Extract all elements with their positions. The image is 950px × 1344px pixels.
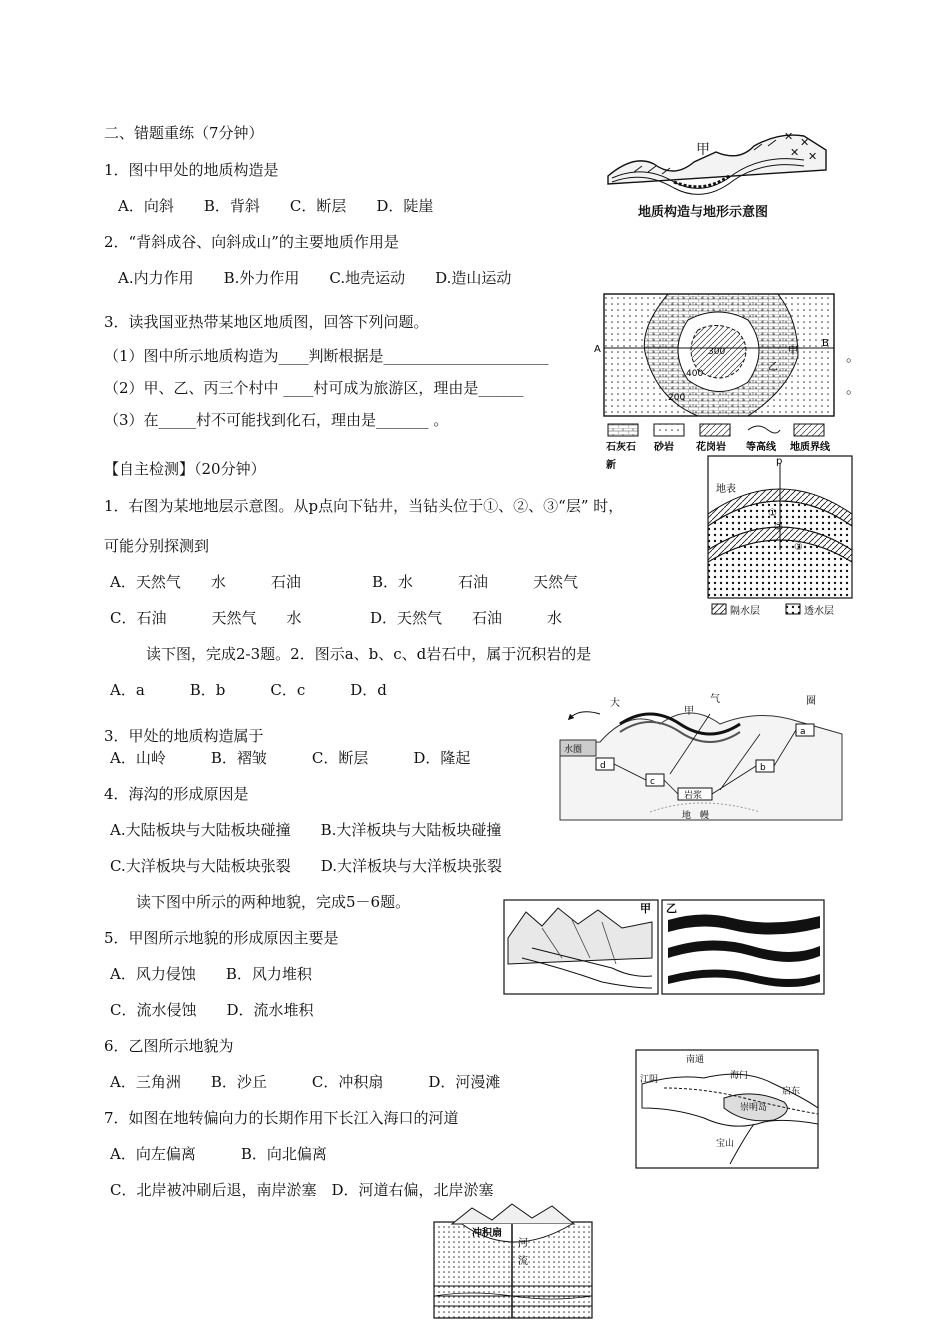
svg-text:p: p (776, 456, 783, 467)
figure-caption: 地质构造与地形示意图 (638, 205, 769, 220)
svg-text:✕: ✕ (790, 146, 800, 159)
strata-figure (706, 454, 854, 618)
svg-text:石灰石: 石灰石 (606, 442, 636, 453)
svg-text:B: B (822, 338, 829, 349)
question-options: A．a B．b C．c D．d (110, 681, 387, 699)
question-part: （1）图中所示地质构造为____判断根据是______________________ (104, 347, 549, 365)
svg-text:等高线: 等高线 (746, 442, 776, 453)
question-stem: 4．海沟的形成原因是 (104, 785, 249, 803)
section-heading: 二、错题重练（7分钟） (104, 124, 264, 142)
svg-text:✕: ✕ (800, 136, 810, 149)
reading-intro: 读下图中所示的两种地貌，完成5－6题。 (136, 893, 411, 911)
question-options: A．向斜 B．背斜 C．断层 D．陡崖 (118, 197, 434, 215)
svg-text:300: 300 (708, 347, 726, 357)
question-options: C．北岸被冲刷后退，南岸淤塞 D．河道右偏，北岸淤塞 (110, 1181, 494, 1199)
question-part: （2）甲、乙、丙三个村中 ____村可成为旅游区，理由是______ (104, 379, 524, 397)
svg-text:甲: 甲 (684, 706, 694, 717)
reading-intro: 读下图，完成2-3题。2．图示a、b、c、d岩石中，属于沉积岩的是 (146, 645, 592, 663)
svg-text:地 幔: 地 幔 (682, 811, 710, 821)
svg-text:崇明岛: 崇明岛 (740, 1103, 768, 1113)
question-stem: 7．如图在地转偏向力的长期作用下长江入海口的河道 (104, 1109, 459, 1127)
punctuation: 。 (846, 347, 862, 365)
svg-text:b: b (760, 763, 766, 773)
svg-text:✕: ✕ (808, 150, 818, 163)
question-options: A．向左偏离 B．向北偏离 (110, 1145, 327, 1163)
svg-text:岩浆: 岩浆 (684, 791, 703, 801)
svg-text:400: 400 (686, 369, 704, 379)
svg-text:①: ① (768, 508, 777, 519)
question-options: A.内力作用 B.外力作用 C.地壳运动 D.造山运动 (118, 269, 512, 287)
question-option: B．水 石油 天然气 (372, 573, 579, 591)
svg-text:新: 新 (606, 460, 616, 471)
question-options: A．风力侵蚀 B．风力堆积 (110, 965, 312, 983)
estuary-map-figure (634, 1048, 820, 1172)
question-stem: 可能分别探测到 (104, 537, 210, 555)
geologic-map-figure (594, 290, 844, 472)
svg-text:冲积扇: 冲积扇 (472, 1228, 502, 1239)
svg-text:甲: 甲 (640, 902, 651, 915)
question-stem: 2．“背斜成谷、向斜成山”的主要地质作用是 (104, 233, 399, 251)
svg-text:启东: 启东 (782, 1087, 801, 1097)
svg-text:甲: 甲 (788, 346, 798, 357)
question-part: （3）在_____村不可能找到化石，理由是_______ 。 (104, 411, 449, 429)
alluvial-fan-figure (432, 1200, 594, 1320)
question-stem: 3．读我国亚热带某地区地质图，回答下列问题。 (104, 313, 429, 331)
question-options: A.大陆板块与大陆板块碰撞 B.大洋板块与大陆板块碰撞 (110, 821, 502, 839)
svg-text:✕: ✕ (784, 130, 794, 143)
svg-text:地质界线: 地质界线 (790, 442, 830, 453)
question-options: C．流水侵蚀 D．流水堆积 (110, 1001, 314, 1019)
question-options: C.大洋板块与大陆板块张裂 D.大洋板块与大洋板块张裂 (110, 857, 502, 875)
svg-text:A: A (594, 344, 601, 355)
svg-text:②: ② (774, 522, 783, 533)
svg-text:a: a (800, 727, 806, 737)
svg-text:宝山: 宝山 (716, 1139, 735, 1149)
question-option: C．石油 天然气 水 (110, 609, 302, 627)
question-option: A．天然气 水 石油 (110, 573, 301, 591)
rock-cycle-figure (560, 694, 842, 820)
landform-figure (502, 898, 826, 996)
svg-text:d: d (600, 761, 606, 771)
svg-text:海门: 海门 (730, 1071, 749, 1081)
question-option: D．天然气 石油 水 (370, 609, 563, 627)
svg-text:花岗岩: 花岗岩 (696, 442, 726, 453)
svg-text:圈: 圈 (806, 696, 816, 707)
svg-text:地表: 地表 (716, 484, 736, 495)
question-options: A．三角洲 B．沙丘 C．冲积扇 D．河漫滩 (110, 1073, 501, 1091)
punctuation: 。 (846, 379, 862, 397)
svg-text:南通: 南通 (686, 1055, 705, 1065)
figure-label: 甲 (696, 142, 710, 158)
question-options: A．山岭 B．褶皱 C．断层 D．隆起 (110, 749, 471, 767)
question-stem: 5．甲图所示地貌的形成原因主要是 (104, 929, 339, 947)
svg-text:河: 河 (518, 1238, 528, 1249)
svg-text:乙: 乙 (666, 902, 677, 915)
svg-text:c: c (650, 777, 655, 787)
svg-text:200: 200 (668, 393, 686, 403)
question-stem: 1．右图为某地地层示意图。从p点向下钻井，当钻头位于①、②、③“层” 时， (104, 497, 624, 515)
question-stem: 6．乙图所示地貌为 (104, 1037, 234, 1055)
question-stem: 1．图中甲处的地质构造是 (104, 161, 279, 179)
svg-text:③: ③ (794, 542, 803, 553)
svg-text:水圈: 水圈 (564, 745, 583, 755)
svg-text:砂岩: 砂岩 (654, 442, 674, 453)
svg-text:透水层: 透水层 (804, 606, 834, 617)
svg-text:大: 大 (610, 698, 620, 709)
geologic-structure-figure (604, 124, 828, 220)
svg-text:隔水层: 隔水层 (730, 606, 760, 617)
svg-text:流: 流 (518, 1256, 528, 1267)
svg-text:气: 气 (710, 694, 720, 705)
svg-text:江阴: 江阴 (640, 1075, 659, 1085)
svg-text:乙: 乙 (768, 362, 778, 373)
question-stem: 3．甲处的地质构造属于 (104, 727, 264, 745)
section-heading: 【自主检测】（20分钟） (104, 460, 266, 478)
